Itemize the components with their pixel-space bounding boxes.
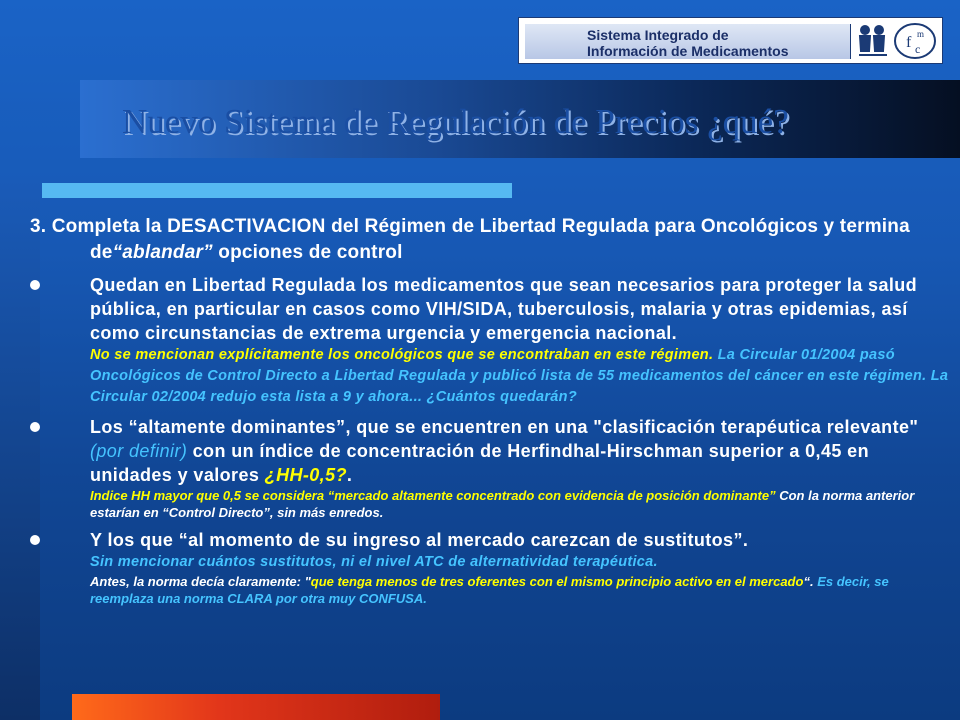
logo-line-1: Sistema Integrado de xyxy=(587,27,729,43)
bullet-item-sustitutos xyxy=(30,528,955,607)
svg-text:f: f xyxy=(906,34,912,51)
logo-text xyxy=(587,27,847,59)
note-cyan: La Circular 01/2004 pasó Oncológicos de Control Directo a Libertad Regulada y publicó lista de 55 medicamentos del cáncer en este régimen. La Circular 02/2004 redujo esta lista a 9 y ahora... ¿Cuántos quedarán? xyxy=(90,347,949,405)
note-yellow: Indice HH mayor que 0,5 se considera “mercado altamente concentrado con evidencia de posición dominante” xyxy=(90,488,776,503)
note-white-2: “. xyxy=(803,574,814,589)
slide-title-question: ¿qué? xyxy=(707,102,789,141)
note-yellow: No se mencionan explícitamente los oncológicos que se encontraban en este régimen. xyxy=(90,347,714,363)
logo-text-panel xyxy=(525,24,851,59)
svg-text:c: c xyxy=(915,42,921,56)
bullet-note xyxy=(90,573,955,607)
bullet-text-c: . xyxy=(346,465,353,485)
bullet-text-b: con un índice de concentración de Herfindhal-Hirschman superior a 0,45 en unidades y valores xyxy=(90,441,869,485)
slide-body xyxy=(30,214,955,614)
bottom-decor-bar xyxy=(72,694,440,720)
bullet-item-libertad-regulada xyxy=(30,273,955,408)
heading-mid: del Régimen de Libertad Regulada para Oncológicos y termina de xyxy=(90,216,910,263)
bullet-item-altamente-dominantes xyxy=(30,415,955,521)
heading-ablandar: “ablandar” xyxy=(112,242,213,263)
bullet-dot-icon xyxy=(30,422,40,432)
logo-emblem-icon xyxy=(857,21,939,61)
logo-line-2: Información de Medicamentos xyxy=(587,43,789,59)
section-heading xyxy=(30,214,955,266)
logo-banner xyxy=(518,17,943,64)
bullet-text xyxy=(90,415,955,487)
bullet-text-hh: ¿HH-0,5? xyxy=(264,465,347,485)
bullet-text: Y los que “al momento de su ingreso al mercado carezcan de sustitutos”. xyxy=(90,530,749,550)
heading-desactivacion: DESACTIVACION xyxy=(167,216,326,237)
bullet-note xyxy=(90,487,955,521)
bullet-text-por-definir: (por definir) xyxy=(90,441,188,461)
title-underline-bar xyxy=(42,183,512,198)
note-cyan: Es decir, se reemplaza una norma CLARA por otra muy CONFUSA. xyxy=(90,574,889,606)
heading-prefix: 3. Completa la xyxy=(30,216,168,237)
heading-end: opciones de control xyxy=(212,242,403,263)
bullet-note-cyan: Sin mencionar cuántos sustitutos, ni el nivel ATC de alternatividad terapéutica. xyxy=(90,554,658,570)
slide-title xyxy=(122,102,789,142)
note-white: Con la norma anterior estarían en “Control Directo”, sin más enredos. xyxy=(90,488,915,520)
bullet-dot-icon xyxy=(30,280,40,290)
bullet-text: Quedan en Libertad Regulada los medicamentos que sean necesarios para proteger la salud pública, en particular en casos como VIH/SIDA, tuberculosis, malaria y otras epidemias, así como circunstancias de extrema urgencia y emergencia nacional. xyxy=(90,275,918,343)
bullet-text-a: Los “altamente dominantes”, que se encuentren en una "clasificación terapéutica relevante" xyxy=(90,417,919,437)
note-yellow: que tenga menos de tres oferentes con el mismo principio activo en el mercado xyxy=(310,574,804,589)
bullet-note xyxy=(90,345,955,408)
note-white: Antes, la norma decía claramente: " xyxy=(90,574,311,589)
svg-text:m: m xyxy=(917,29,925,39)
slide-title-main: Nuevo Sistema de Regulación de Precios xyxy=(122,102,708,141)
bullet-dot-icon xyxy=(30,535,40,545)
